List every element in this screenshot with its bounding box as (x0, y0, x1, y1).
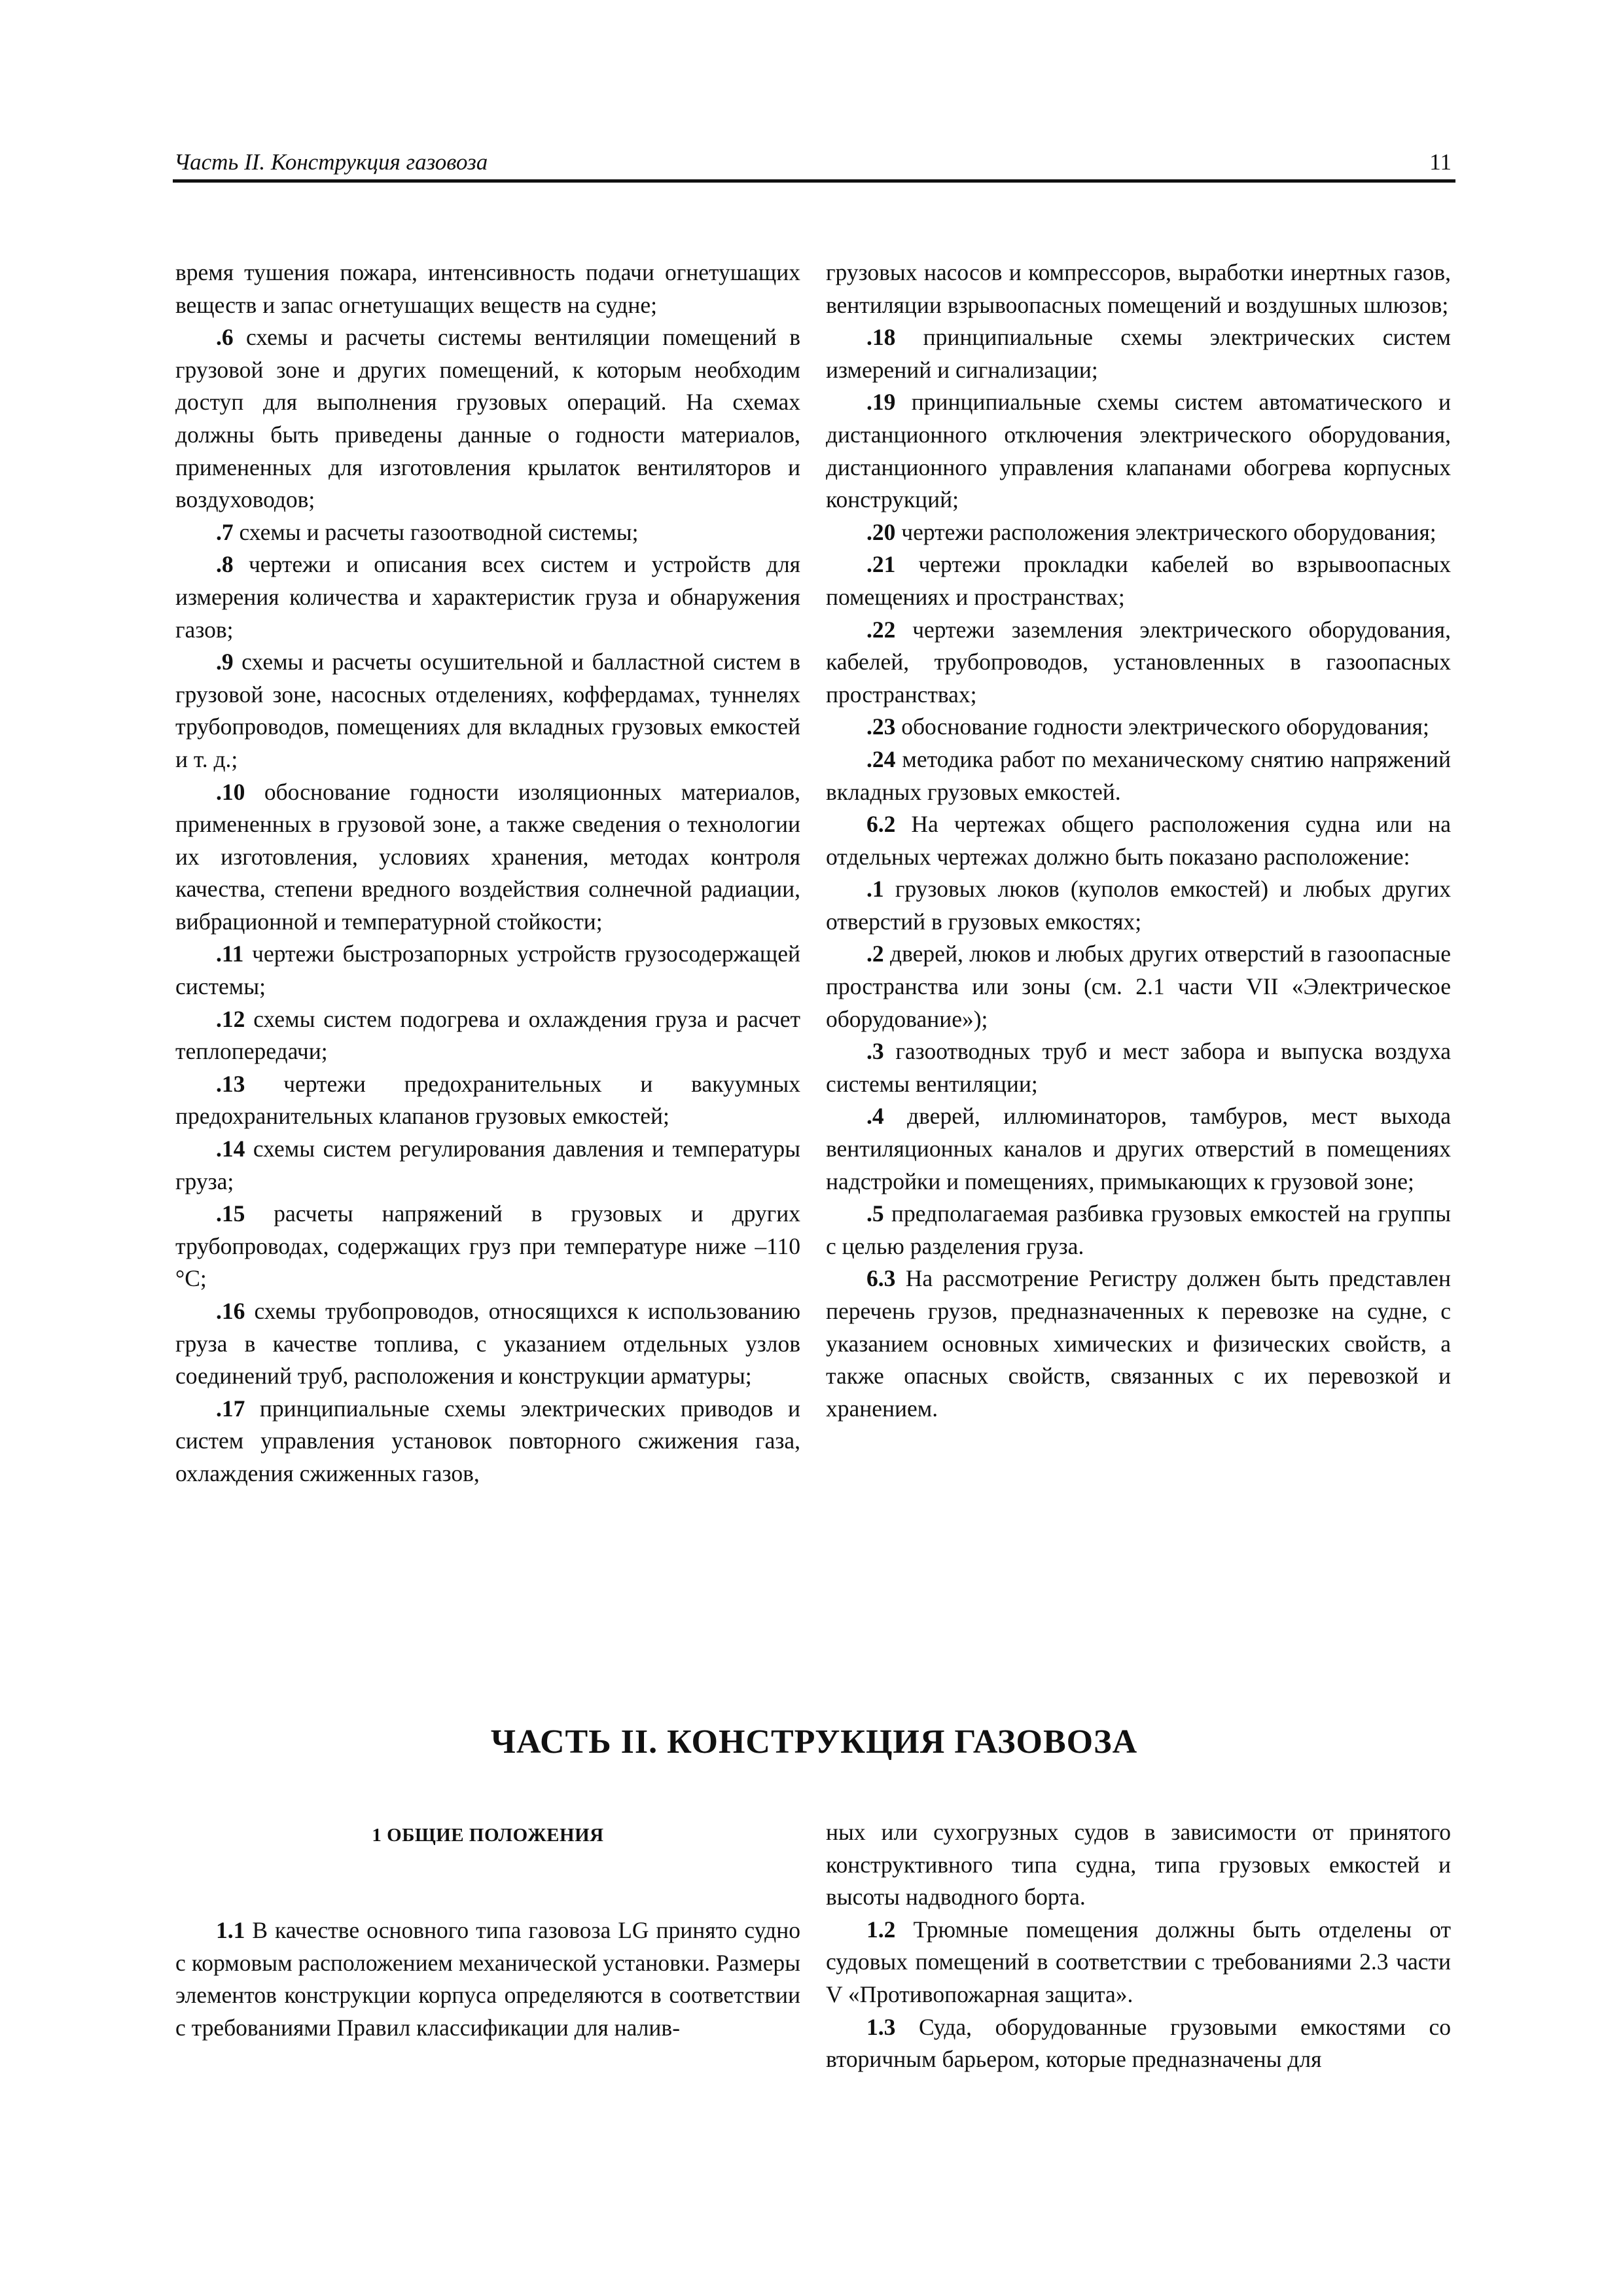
running-header (173, 143, 1455, 183)
paragraph-text: принципиальные схемы электрических приводов и систем управления установок повторного сжижения газа, охлаждения сжиженных газов, (175, 1395, 800, 1486)
paragraph-text: чертежи быстрозапорных устройств грузосодержащей системы; (175, 941, 800, 1000)
paragraph (175, 548, 800, 646)
paragraph (175, 257, 800, 321)
paragraph-text: газоотводных труб и мест забора и выпуска воздуха системы вентиляции; (826, 1038, 1451, 1097)
item-number: 6.2 (866, 811, 896, 838)
paragraph-text: схемы и расчеты осушительной и балластной систем в грузовой зоне, насосных отделениях, коффердамах, туннелях трубопроводов, помещениях для вкладных грузовых емкостей и т. д.; (175, 649, 800, 772)
paragraph (826, 548, 1451, 613)
item-number: .3 (866, 1038, 884, 1065)
item-number: .8 (216, 551, 234, 578)
item-number: .2 (866, 941, 884, 967)
column-top-left (175, 257, 800, 1490)
running-title: Часть II. Конструкция газовоза (174, 149, 488, 175)
item-number: 1.2 (866, 1916, 896, 1943)
paragraph (175, 1003, 800, 1068)
item-number: .21 (866, 551, 896, 578)
paragraph (826, 808, 1451, 873)
item-number: 6.3 (866, 1265, 896, 1292)
paragraph (175, 1393, 800, 1490)
paragraph (826, 386, 1451, 516)
paragraph-text: чертежи расположения электрического оборудования; (895, 518, 1436, 545)
paragraph (175, 1914, 800, 2044)
paragraph-text: предполагаемая разбивка грузовых емкостей на группы с целью разделения груза. (826, 1200, 1451, 1259)
paragraph-text: чертежи и описания всех систем и устройств для измерения количества и характеристик груза и обнаружения газов; (175, 551, 800, 643)
paragraph (175, 1295, 800, 1393)
paragraph-text: грузовых люков (куполов емкостей) и любых других отверстий в грузовых емкостях; (826, 876, 1451, 935)
item-number: .6 (216, 324, 234, 351)
item-number: .14 (216, 1136, 245, 1162)
item-number: .13 (216, 1070, 245, 1097)
paragraph-text: На чертежах общего расположения судна или на отдельных чертежах должно быть показано расположение: (826, 811, 1451, 870)
paragraph (826, 1198, 1451, 1263)
column-bottom-left (175, 1816, 800, 2044)
paragraph-text: дверей, люков и любых других отверстий в газоопасные пространства или зоны (см. 2.1 части VII «Электрическое оборудование»); (826, 941, 1451, 1032)
item-number: .19 (866, 389, 896, 416)
item-number: .15 (216, 1200, 245, 1227)
item-number: .16 (216, 1298, 245, 1324)
paragraph-text: схемы трубопроводов, относящихся к использованию груза в качестве топлива, с указанием отдельных узлов соединений труб, расположения и конструкции арматуры; (175, 1298, 800, 1390)
paragraph (826, 2011, 1451, 2076)
item-number: .18 (866, 324, 896, 351)
paragraph (826, 321, 1451, 386)
paragraph-text: обоснование годности электрического оборудования; (895, 713, 1429, 740)
item-number: 1.3 (866, 2013, 896, 2040)
paragraph-text: Суда, оборудованные грузовыми емкостями со вторичным барьером, которые предназначены для (826, 2013, 1451, 2073)
paragraph (175, 516, 800, 549)
paragraph (175, 1068, 800, 1133)
item-number: .22 (866, 616, 896, 643)
paragraph (175, 776, 800, 939)
paragraph-text: схемы систем регулирования давления и температуры груза; (175, 1136, 800, 1194)
paragraph (175, 1133, 800, 1198)
item-number: .12 (216, 1005, 245, 1032)
paragraph (826, 257, 1451, 321)
paragraph-text: чертежи заземления электрического оборудования, кабелей, трубопроводов, установленных в газоопасных пространствах; (826, 616, 1451, 708)
item-number: .10 (216, 778, 245, 805)
item-number: .9 (216, 649, 234, 675)
section-heading: 1 ОБЩИЕ ПОЛОЖЕНИЯ (372, 1825, 604, 1846)
item-number: .20 (866, 518, 896, 545)
part-title: ЧАСТЬ II. КОНСТРУКЦИЯ ГАЗОВОЗА (490, 1723, 1138, 1761)
paragraph-text: расчеты напряжений в грузовых и других трубопроводах, содержащих груз при температуре ниже –110 °C; (175, 1200, 800, 1292)
item-number: .4 (866, 1103, 884, 1130)
paragraph-text: чертежи предохранительных и вакуумных предохранительных клапанов грузовых емкостей; (175, 1070, 800, 1130)
paragraph (826, 516, 1451, 549)
paragraph-text: В качестве основного типа газовоза LG принято судно с кормовым расположением механической установки. Размеры элементов конструкции корпуса определяются в соответствии с требованиями Правил классификации для налив- (175, 1917, 800, 2041)
paragraph (826, 1816, 1451, 1914)
paragraph (175, 1198, 800, 1295)
paragraph (826, 1263, 1451, 1425)
paragraph (175, 321, 800, 516)
paragraph-text: методика работ по механическому снятию напряжений вкладных грузовых емкостей. (826, 745, 1451, 805)
paragraph (826, 1100, 1451, 1198)
paragraph-text: На рассмотрение Регистру должен быть представлен перечень грузов, предназначенных к перевозке на судне, с указанием основных химических и физических свойств, а также опасных свойств, связанных с их перевозкой и хранением. (826, 1265, 1451, 1422)
paragraph-text: ных или сухогрузных судов в зависимости от принятого конструктивного типа судна, типа грузовых емкостей и высоты надводного борта. (826, 1819, 1451, 1910)
paragraph (175, 938, 800, 1003)
item-number: .23 (866, 713, 896, 740)
item-number: .5 (866, 1200, 884, 1227)
paragraph (175, 646, 800, 776)
paragraph (826, 938, 1451, 1035)
paragraph-text: Трюмные помещения должны быть отделены от судовых помещений в соответствии с требованиями 2.3 части V «Противопожарная защита». (826, 1916, 1451, 2007)
paragraph (826, 873, 1451, 938)
item-number: 1.1 (216, 1917, 245, 1943)
page-number: 11 (1429, 149, 1452, 175)
item-number: .1 (866, 876, 884, 903)
paragraph (826, 1914, 1451, 2011)
paragraph (826, 614, 1451, 711)
column-bottom-right (826, 1816, 1451, 2076)
paragraph (826, 711, 1451, 744)
paragraph-text: схемы и расчеты газоотводной системы; (233, 518, 639, 545)
item-number: .24 (866, 745, 896, 772)
item-number: .17 (216, 1395, 245, 1422)
paragraph-text: обоснование годности изоляционных материалов, примененных в грузовой зоне, а также сведения о технологии их изготовления, условиях хранения, методах контроля качества, степени вредного воздействия солнечной радиации, вибрационной и температурной стойкости; (175, 778, 800, 935)
paragraph (826, 1035, 1451, 1100)
paragraph-text: чертежи прокладки кабелей во взрывоопасных помещениях и пространствах; (826, 551, 1451, 610)
column-top-right (826, 257, 1451, 1425)
paragraph-text: грузовых насосов и компрессоров, выработки инертных газов, вентиляции взрывоопасных помещений и воздушных шлюзов; (826, 259, 1451, 318)
paragraph-text: дверей, иллюминаторов, тамбуров, мест выхода вентиляционных каналов и других отверстий в помещениях надстройки и помещениях, примыкающих к грузовой зоне; (826, 1103, 1451, 1194)
paragraph (826, 744, 1451, 808)
paragraph-text: принципиальные схемы электрических систем измерений и сигнализации; (826, 324, 1451, 383)
paragraph-text: принципиальные схемы систем автоматического и дистанционного отключения электрического оборудования, дистанционного управления клапанами обогрева корпусных конструкций; (826, 389, 1451, 513)
item-number: .7 (216, 518, 234, 545)
paragraph-text: схемы систем подогрева и охлаждения груза и расчет теплопередачи; (175, 1005, 800, 1065)
paragraph-text: схемы и расчеты системы вентиляции помещений в грузовой зоне и других помещений, к которым необходим доступ для выполнения грузовых операций. На схемах должны быть приведены данные о годности материалов, примененных для изготовления крылаток вентиляторов и воздуховодов; (175, 324, 800, 513)
paragraph-text: время тушения пожара, интенсивность подачи огнетушащих веществ и запас огнетушащих веществ на судне; (175, 259, 800, 318)
item-number: .11 (216, 941, 244, 967)
